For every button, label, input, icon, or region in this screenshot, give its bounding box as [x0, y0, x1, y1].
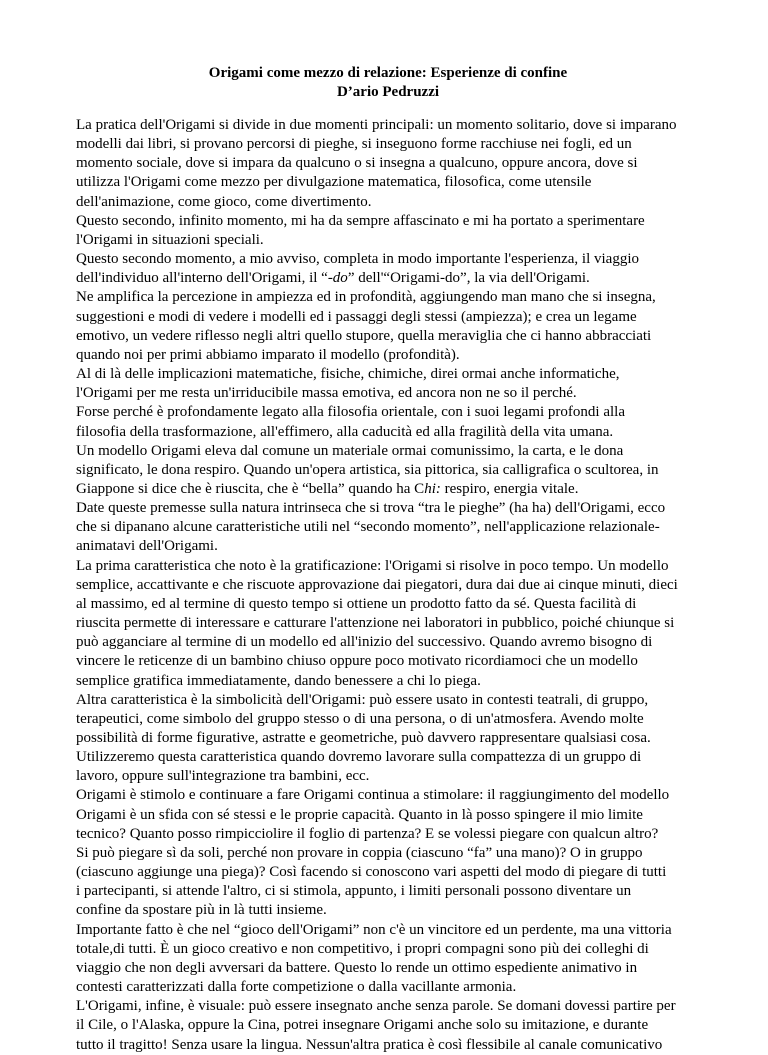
text-line: contesti caratterizzati dalla forte competizione o dalla vacillante armonia.: [76, 979, 517, 996]
paragraph: [76, 250, 700, 288]
text-line: che si dipanano alcune caratteristiche utili nel “secondo momento”, nell'applicazione relazionale-: [76, 519, 660, 536]
text-line: animatavi dell'Origami.: [76, 538, 218, 555]
text-line: Giappone si dice che è riuscita, che è “bella” quando ha Chi: respiro, energia vitale.: [76, 480, 579, 497]
title-block: [76, 64, 700, 102]
document-author: D’ario Pedruzzi: [336, 84, 440, 100]
paragraph: [76, 116, 700, 212]
text-line: totale,di tutti. È un gioco creativo e non competitivo, i propri compagni sono più dei colleghi di: [76, 940, 649, 957]
text-line: La pratica dell'Origami si divide in due momenti principali: un momento solitario, dove si imparano: [76, 117, 677, 133]
text-line: La prima caratteristica che noto è la gratificazione: l'Origami si risolve in poco tempo. Un modello: [76, 557, 669, 574]
paragraph: [76, 365, 700, 403]
text-line: modelli dai libri, si provano percorsi di pieghe, si inseguono forme racchiuse nei fogli, ed un: [76, 136, 632, 153]
text-line: (ciascuno aggiunge una piega)? Così facendo si conoscono vari aspetti del modo di piegare di tutti: [76, 864, 667, 881]
text-line: i partecipanti, si attende l'altro, ci si stimola, appunto, i limiti personali possono diventare un: [76, 883, 632, 900]
document-page: [76, 64, 700, 1055]
text-line: confine da spostare più in là tutti insieme.: [76, 902, 327, 919]
text-line: l'Origami per me resta un'irriducibile massa emotiva, ed ancora non ne so il perché.: [76, 385, 577, 402]
text-line: Importante fatto è che nel “gioco dell'Origami” non c'è un vincitore ed un perdente, ma una vittoria: [76, 921, 672, 938]
text-line: tutto il tragitto! Senza usare la lingua. Nessun'altra pratica è così flessibile al canale comunicativo: [76, 1036, 663, 1053]
text-line: possibilità di forme figurative, astratte e geometriche, può davvero rappresentare qualsiasi cosa.: [76, 730, 651, 746]
text-line: suggestioni e modi di vedere i modelli ed i passaggi degli stessi (ampiezza); e crea un legame: [76, 308, 637, 325]
text-line: Questo secondo, infinito momento, mi ha da sempre affascinato e mi ha portato a sperimentare: [76, 212, 645, 229]
text-line: vincere le reticenze di un bambino chiuso oppure poco motivato ricordiamoci che un modello: [76, 653, 638, 670]
text-line: terapeutici, come simbolo del gruppo stesso o di una persona, o di un'atmosfera. Avendo molte: [76, 710, 644, 727]
text-line: può agganciare al termine di un modello ed all'inizio del successivo. Quando avremo bisogno di: [76, 634, 653, 651]
paragraph: [76, 997, 700, 1054]
paragraph: [76, 786, 700, 920]
text-line: quando noi per primi abbiamo imparato il modello (profondità).: [76, 346, 460, 363]
paragraph: [76, 442, 700, 499]
document-body: [76, 116, 700, 1055]
text-line: semplice gratifica immediatamente, dando benessere a chi lo piega.: [76, 672, 481, 689]
text-line: utilizza l'Origami come mezzo per divulgazione matematica, filosofica, come utensile: [76, 174, 592, 191]
text-line: Utilizzeremo questa caratteristica quando dovremo lavorare sulla compattezza di un gruppo di: [76, 749, 642, 766]
text-line: tecnico? Quanto posso rimpicciolire il foglio di partenza? E se volessi piegare con qualcun altro?: [76, 825, 659, 842]
text-line: momento sociale, dove si impara da qualcuno o si insegna a qualcuno, oppure ancora, dove si: [76, 155, 638, 172]
text-line: viaggio che non degli avversari da battere. Questo lo rende un ottimo espediente animativo in: [76, 959, 638, 976]
text-line: dell'individuo all'interno dell'Origami, il “-do” dell'“Origami-do”, la via dell'Origami.: [76, 270, 590, 287]
text-line: filosofia della trasformazione, all'effimero, alla caducità ed alla fragilità della vita umana.: [76, 423, 614, 440]
text-line: Forse perché è profondamente legato alla filosofia orientale, con i suoi legami profondi alla: [76, 404, 625, 421]
text-line: Un modello Origami eleva dal comune un materiale ormai comunissimo, la carta, e le dona: [76, 442, 624, 459]
paragraph: [76, 557, 700, 691]
document-title: Origami come mezzo di relazione: Esperienze di confine: [208, 65, 568, 81]
paragraph: [76, 288, 700, 365]
text-line: Date queste premesse sulla natura intrinseca che si trova “tra le pieghe” (ha ha) dell'Origami, ecco: [76, 500, 666, 517]
text-line: riuscita permette di interessare e catturare l'attenzione nei laboratori in pubblico, poiché chiunque si: [76, 615, 675, 632]
paragraph: [76, 921, 700, 998]
text-line: emotivo, un vedere riflesso negli altri quello stupore, quella meraviglia che ci hanno abbracciati: [76, 327, 652, 344]
text-line: Si può piegare sì da soli, perché non provare in coppia (ciascuno “fa” una mano)? O in gruppo: [76, 844, 643, 861]
text-line: Altra caratteristica è la simbolicità dell'Origami: può essere usato in contesti teatrali, di gruppo,: [76, 691, 649, 708]
text-line: significato, le dona respiro. Quando un'opera artistica, sia pittorica, sia calligrafica o scultorea, in: [76, 461, 659, 478]
text-line: L'Origami, infine, è visuale: può essere insegnato anche senza parole. Se domani dovessi partire per: [76, 998, 676, 1015]
text-line: l'Origami in situazioni speciali.: [76, 231, 264, 248]
text-line: Questo secondo momento, a mio avviso, completa in modo importante l'esperienza, il viaggio: [76, 251, 639, 268]
paragraph: [76, 403, 700, 441]
text-line: Origami è stimolo e continuare a fare Origami continua a stimolare: il raggiungimento del modello: [76, 787, 670, 804]
text-line: dell'animazione, come gioco, come divertimento.: [76, 193, 372, 210]
text-line: lavoro, oppure sull'integrazione tra bambini, ecc.: [76, 768, 370, 785]
text-line: semplice, accattivante e che riscuote approvazione dai piegatori, dura dai due ai cinque minuti, dieci: [76, 576, 678, 593]
text-line: Ne amplifica la percezione in ampiezza ed in profondità, aggiungendo man mano che si insegna,: [76, 289, 656, 306]
text-line: Al di là delle implicazioni matematiche, fisiche, chimiche, direi ormai anche informatiche,: [76, 366, 620, 383]
text-line: Origami è un sfida con sé stessi e le proprie capacità. Quanto in là posso spingere il mio limite: [76, 806, 643, 823]
paragraph: [76, 499, 700, 556]
text-line: il Cile, o l'Alaska, oppure la Cina, potrei insegnare Origami anche solo su imitazione, e durante: [76, 1017, 649, 1034]
paragraph: [76, 691, 700, 787]
paragraph: [76, 212, 700, 250]
text-line: al massimo, ed al termine di questo tempo si ottiene un prodotto fatto da sé. Questa facilità di: [76, 595, 637, 612]
